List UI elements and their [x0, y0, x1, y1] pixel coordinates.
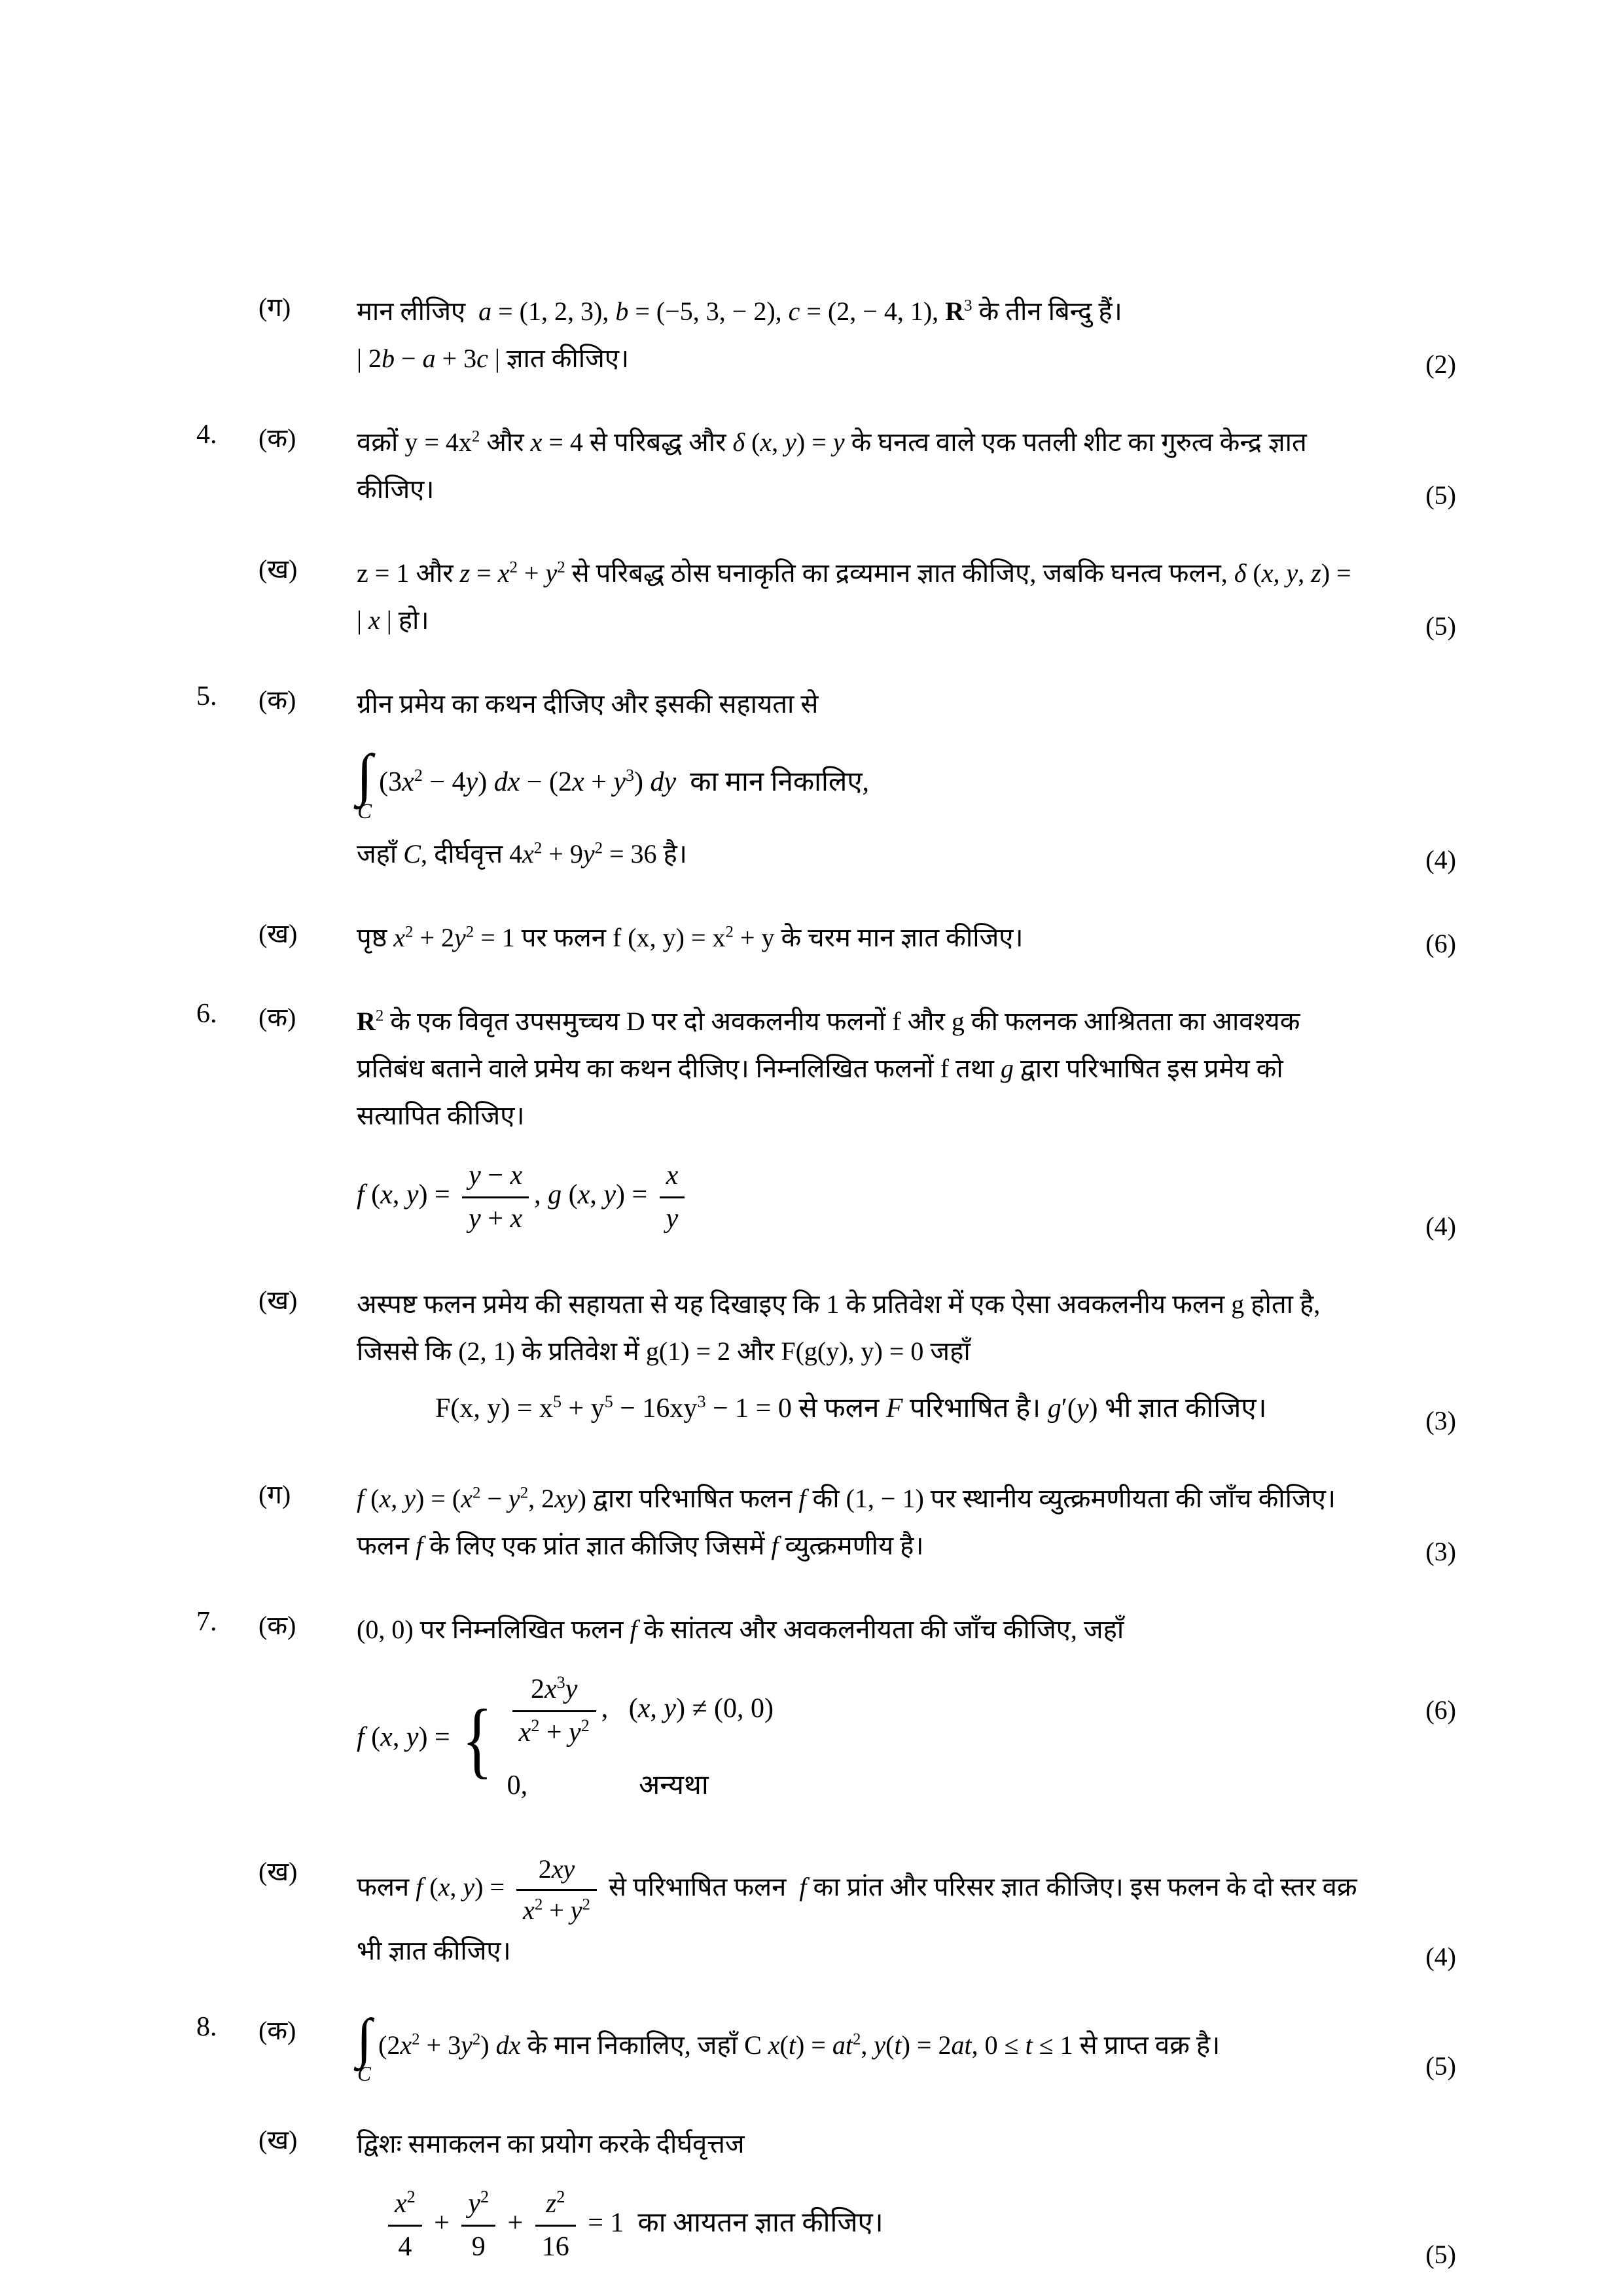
- part-text: मान लीजिए a = (1, 2, 3), b = (−5, 3, − 2), c = (2, − 4, 1), $R^3$ के तीन बिन्दु हैं।: [357, 296, 1122, 326]
- piecewise-function-formula: f (x, y) = { $\frac{2x^3y}{x^2 + y^2}$ , (x, y) ≠ (0, 0) 0, अन्यथा: [357, 1673, 774, 1801]
- part-text: वक्रों $y = 4x^2$ और x = 4 से परिबद्ध और δ (x, y) = y के घनत्व वाले एक पतली शीट का गुरुत्व केन्द्र ज्ञात कीजिए।: [357, 427, 1307, 504]
- marks: (5): [1425, 480, 1456, 510]
- part-body: [357, 1475, 1378, 1570]
- part-label: (क): [259, 2015, 296, 2045]
- part-text: z = 1 और $z = x^2 + y^2$ से परिबद्ध ठोस घनाकृति का द्रव्यमान ज्ञात कीजिए, जबकि घनत्व फलन, δ (x, y, z) = | x | हो।: [357, 558, 1351, 635]
- part-text: ग्रीन प्रमेय का कथन दीजिए और इसकी सहायता से: [357, 689, 819, 719]
- part-body: [357, 914, 1378, 961]
- ellipsoid-formula: $\frac{x^2}{4}$ + $\frac{y^2}{9}$ + $\frac{z^2}{16}$ = 1 का आयतन ज्ञात कीजिए।: [383, 2186, 1358, 2265]
- part-label: (ख): [259, 1285, 298, 1316]
- question-part-5b: [196, 914, 1456, 961]
- part-text: पृष्ठ $x^2 + 2y^2 = 1$ पर फलन f (x, $y) = x^2 + y$ के चरम मान ज्ञात कीजिए।: [357, 922, 1024, 952]
- part-body: [357, 1606, 1378, 1815]
- marks: (4): [1425, 1941, 1456, 1971]
- part-body: [357, 1281, 1378, 1439]
- part-text: f (x, $y) = (x^2 - y^2$, 2xy) द्वारा परिभाषित फलन f की (1, − 1) पर स्थानीय व्युत्क्रमणीयता की जाँच कीजिए। फलन f के लिए एक प्रांत ज्ञात कीजिए जिसमें f व्युत्क्रमणीय है।: [357, 1484, 1336, 1561]
- part-label: (ग): [259, 1480, 291, 1510]
- part-text: (0, 0) पर निम्नलिखित फलन f के सांतत्य और अवकलनीयता की जाँच कीजिए, जहाँ: [357, 1615, 1124, 1645]
- part-text: $R^2$ के एक विवृत उपसमुच्चय D पर दो अवकलनीय फलनों f और g की फलनक आश्रितता का आवश्यक प्रतिबंध बताने वाले प्रमेय का कथन दीजिए। निम्नलिखित फलनों f तथा g द्वारा परिभाषित इस प्रमेय को सत्यापित कीजिए।: [357, 1006, 1300, 1130]
- part-label: (ख): [259, 918, 298, 948]
- marks: (5): [1425, 2240, 1456, 2270]
- question-number: 6.: [196, 998, 217, 1029]
- part-body: [357, 419, 1378, 513]
- part-body: [357, 550, 1378, 644]
- marks: (2): [1425, 350, 1456, 379]
- marks: (5): [1425, 611, 1456, 641]
- part-label: (क): [259, 1611, 296, 1641]
- question-part-8b: [196, 2121, 1456, 2272]
- question-part-3g: [196, 288, 1456, 382]
- question-number: 7.: [196, 1607, 217, 1638]
- marks: (4): [1425, 844, 1456, 874]
- question-number: 4.: [196, 420, 217, 450]
- question-part-8a: [196, 2007, 1456, 2085]
- fraction-formula: f (x, y) = $\frac{y - x}{y + x}$ , g (x, y) = $\frac{x}{y}$: [357, 1158, 1358, 1236]
- part-text: फलन f (x, y) = $\frac{2xy}{x^2 + y^2}$ से परिभाषित फलन f का प्रांत और परिसर ज्ञात कीजिए। इस फलन के दो स्तर वक्र भी ज्ञात कीजिए।: [357, 1852, 1358, 1975]
- question-part-6b: [196, 1281, 1456, 1439]
- question-part-7b: [196, 1852, 1456, 1975]
- question-number: 5.: [196, 681, 217, 711]
- question-part-4b: [196, 550, 1456, 644]
- part-label: (क): [259, 685, 296, 715]
- question-part-6a: [196, 998, 1456, 1244]
- implicit-function-formula: F(x, $y) = x^5 + y^5 - 16xy^3 - 1 = 0$ से फलन F परिभाषित है। g′(y) भी ज्ञात कीजिए।: [435, 1392, 1267, 1424]
- part-label: (ग): [259, 293, 291, 322]
- part-body: [357, 681, 1378, 878]
- part-body: [357, 1852, 1378, 1975]
- part-label: (क): [259, 423, 296, 453]
- part-text: द्विशः समाकलन का प्रयोग करके दीर्घवृत्तज: [357, 2128, 745, 2159]
- marks: (4): [1425, 1211, 1456, 1242]
- marks: (6): [1425, 1695, 1456, 1725]
- part-text: | 2b − a + 3c | ज्ञात कीजिए।: [357, 344, 630, 373]
- part-label: (ख): [259, 554, 298, 584]
- marks: (3): [1425, 1537, 1456, 1567]
- part-label: (क): [259, 1002, 296, 1032]
- question-number: 8.: [196, 2011, 217, 2042]
- question-part-6c: [196, 1475, 1456, 1570]
- part-body: [357, 2007, 1378, 2085]
- part-body: [357, 998, 1378, 1244]
- part-body: [357, 288, 1378, 382]
- marks: (5): [1425, 2051, 1456, 2081]
- line-integral-formula: ∫ C $(3x^2 - 4y)$ dx − $(2x + y^3)$ dy का मान निकालिए,: [357, 743, 870, 824]
- part-label: (ख): [259, 2125, 298, 2155]
- question-list: [196, 288, 1456, 2296]
- marks: (6): [1425, 928, 1456, 958]
- question-part-4a: [196, 419, 1456, 513]
- question-part-7a: [196, 1606, 1456, 1815]
- marks: (3): [1425, 1406, 1456, 1436]
- question-part-5a: [196, 681, 1456, 878]
- part-label: (ख): [259, 1856, 298, 1886]
- part-text: अस्पष्ट फलन प्रमेय की सहायता से यह दिखाइए कि 1 के प्रतिवेश में एक ऐसा अवकलनीय फलन g होता है, जिससे कि (2, 1) के प्रतिवेश में g(1) = 2 और F(g(y), y) = 0 जहाँ: [357, 1289, 1321, 1367]
- part-text: ∫ C $(2x^2 + 3y^2)$ dx के मान निकालिए, जहाँ C $x(t) = at^2$, y(t) = 2at, 0 ≤ t ≤ 1 से प्राप्त वक्र है।: [357, 2007, 1221, 2085]
- part-body: [357, 2121, 1378, 2272]
- part-text: जहाँ C, दीर्घवृत्त $4x^2 + 9y^2 = 36$ है।: [357, 838, 687, 869]
